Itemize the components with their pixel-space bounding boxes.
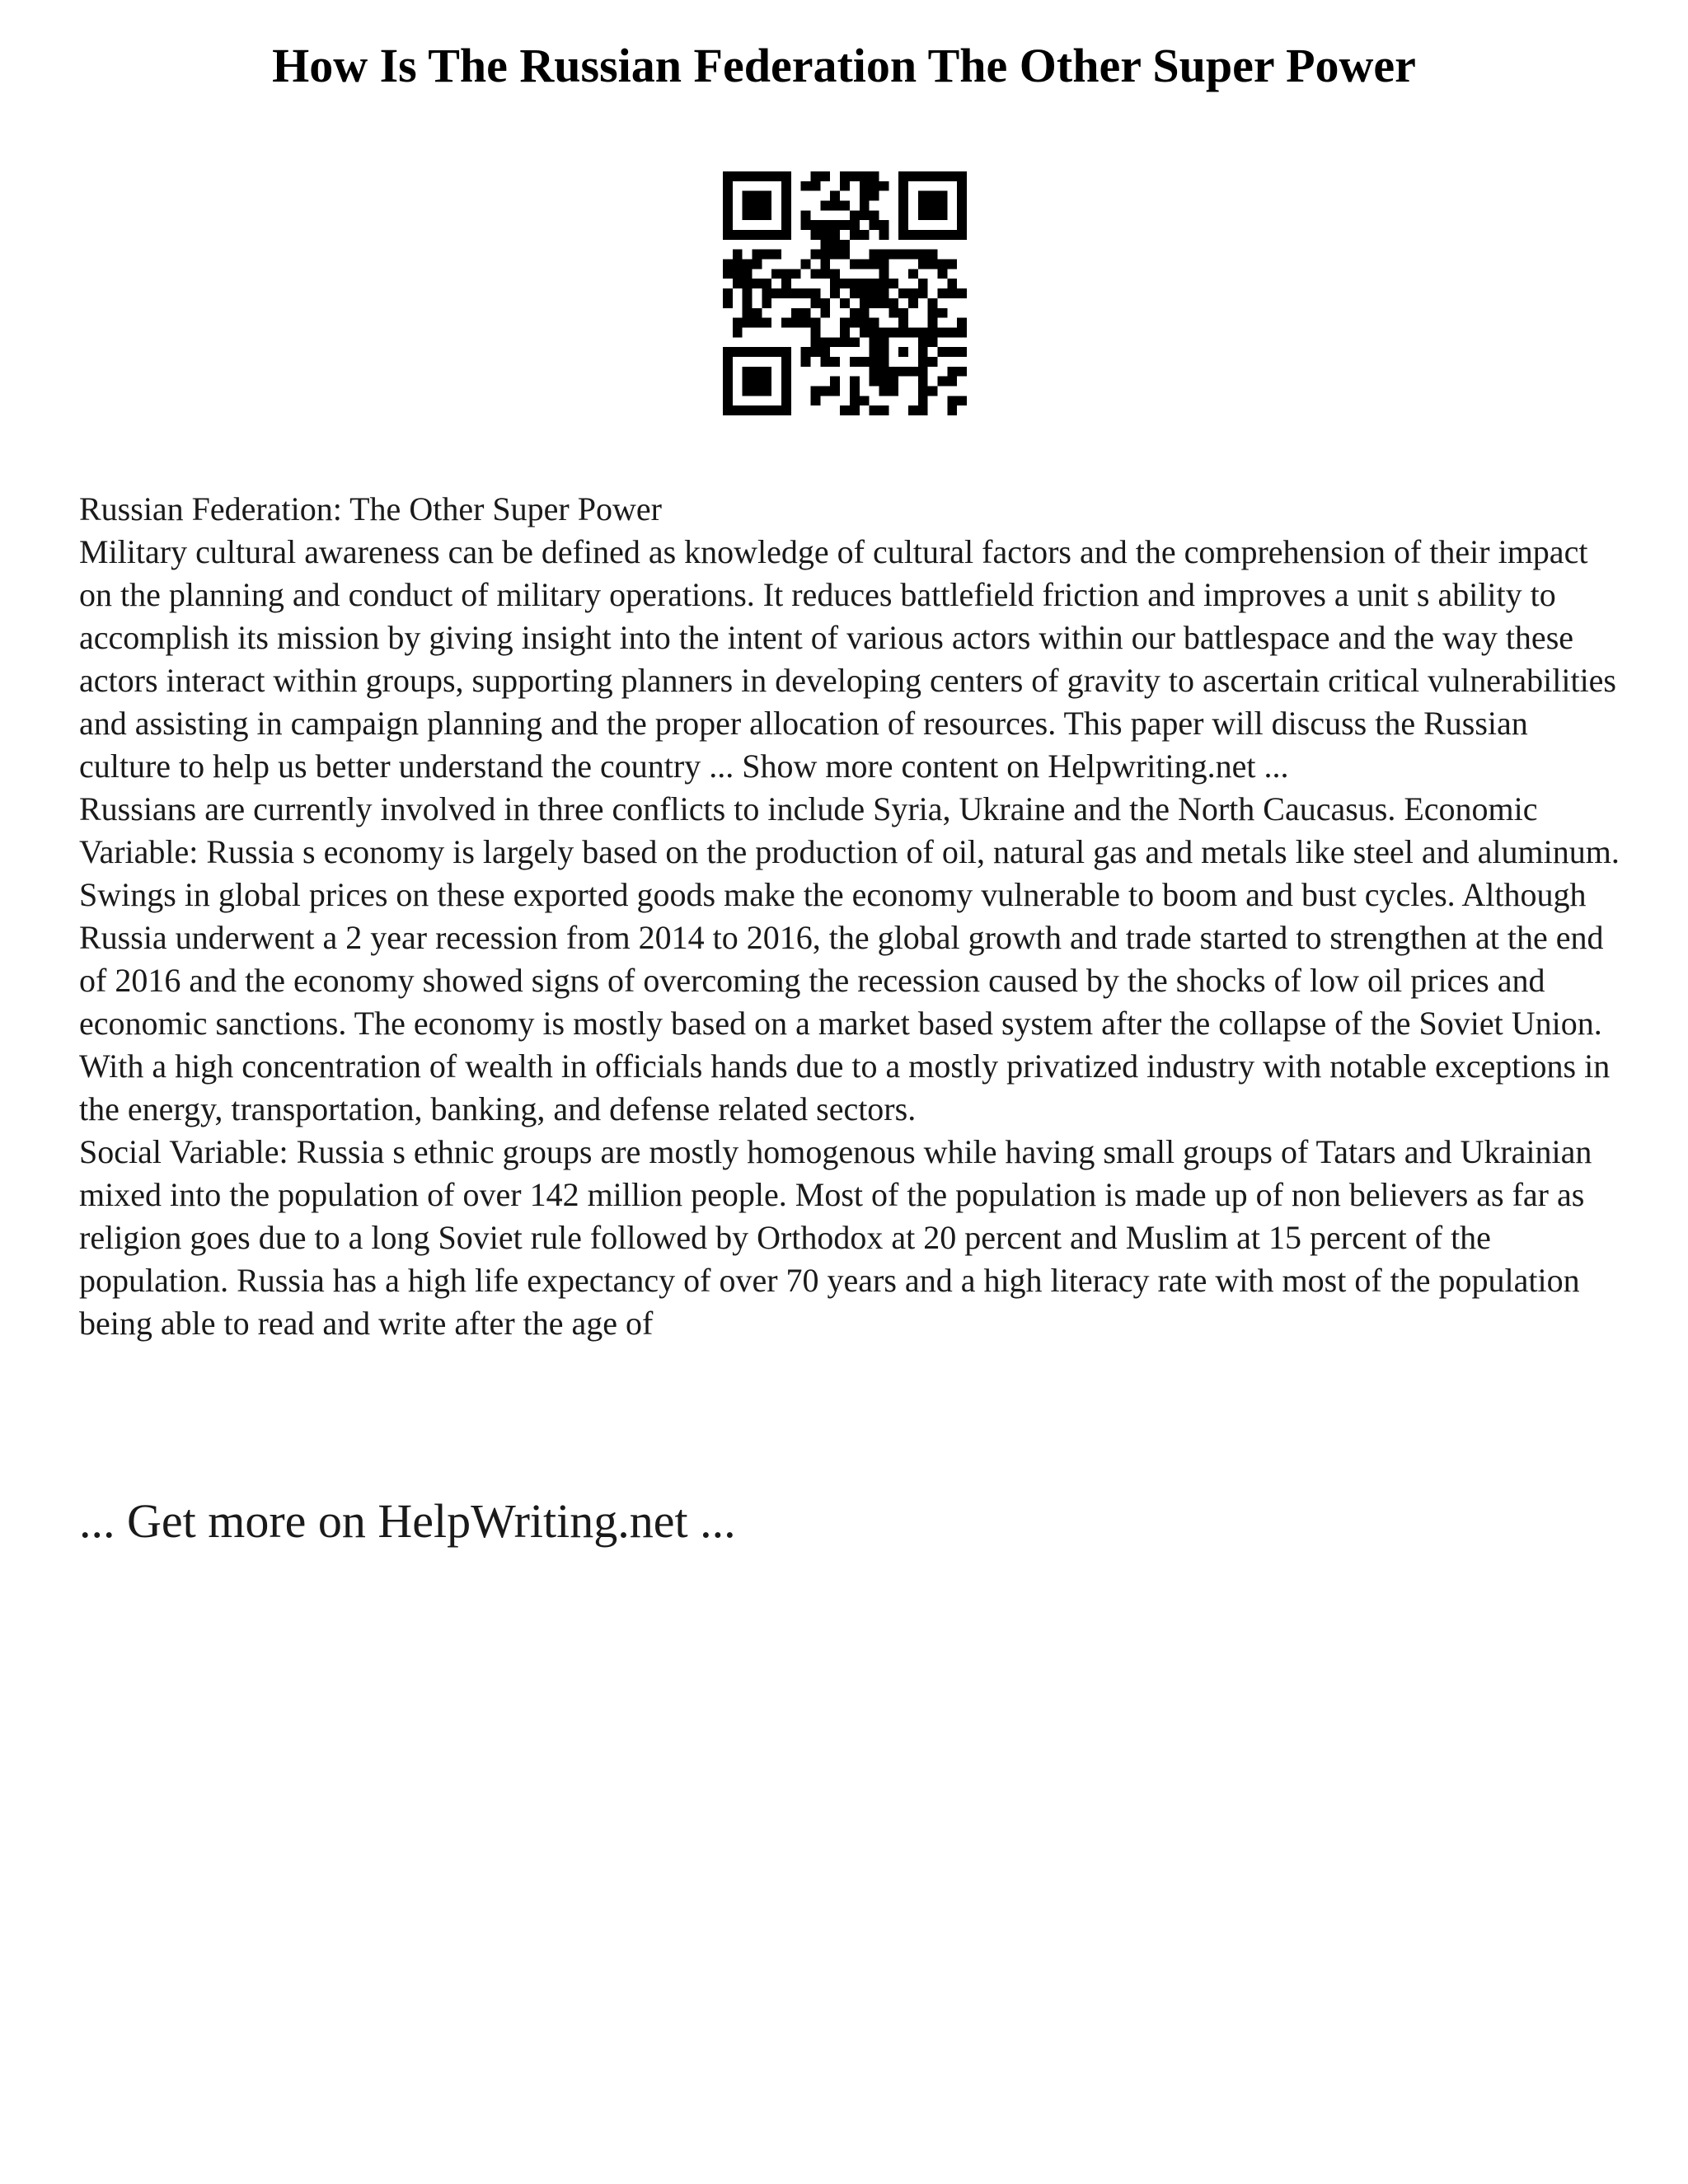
qr-code-icon [723, 171, 967, 415]
paragraph-intro: Military cultural awareness can be defined as knowledge of cultural factors and the comprehension of their impact on the planning and conduct of military operations. It reduces battlefield friction and improves a unit s ability to accomplish its mission by giving insight into the intent of various actors within our battlespace and the way these actors interact within groups, supporting planners in developing centers of gravity to ascertain critical vulnerabilities and assisting in campaign planning and the proper allocation of resources. This paper will discuss the Russian culture to help us better understand the country ... Show more content on Helpwriting.net ... [79, 533, 1616, 785]
paragraph-social: Social Variable: Russia s ethnic groups are mostly homogenous while having small groups of Tatars and Ukrainian mixed into the population of over 142 million people. Most of the population is made up of non believers as far as religion goes due to a long Soviet rule followed by Orthodox at 20 percent and Muslim at 15 percent of the population. Russia has a high life expectancy of over 70 years and a high literacy rate with most of the population being able to read and write after the age of [79, 1133, 1592, 1342]
document-body [79, 488, 1620, 1345]
document-title: How Is The Russian Federation The Other Super Power [272, 39, 1416, 92]
qr-code-graphic [723, 171, 967, 415]
get-more-link[interactable]: ... Get more on HelpWriting.net ... [79, 1494, 736, 1548]
paragraph-economic: Russians are currently involved in three conflicts to include Syria, Ukraine and the North Caucasus. Economic Variable: Russia s economy is largely based on the production of oil, natural gas and metals like steel and aluminum. Swings in global prices on these exported goods make the economy vulnerable to boom and bust cycles. Although Russia underwent a 2 year recession from 2014 to 2016, the global growth and trade started to strengthen at the end of 2016 and the economy showed signs of overcoming the recession caused by the shocks of low oil prices and economic sanctions. The economy is mostly based on a market based system after the collapse of the Soviet Union. With a high concentration of wealth in officials hands due to a mostly privatized industry with notable exceptions in the energy, transportation, banking, and defense related sectors. [79, 790, 1620, 1127]
paragraph-subtitle: Russian Federation: The Other Super Power [79, 490, 662, 527]
